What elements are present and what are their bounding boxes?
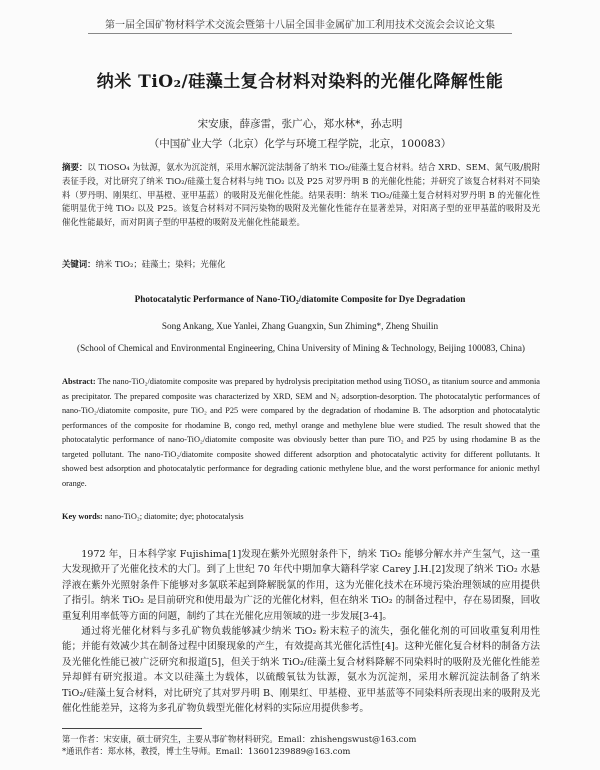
footnote xyxy=(62,733,540,757)
en-abstract-text: The nano-TiO₂/diatomite composite was prepared by hydrolysis precipitation method using TiOSO₄ as titanium source and ammonia as precipitator. The prepared composite was characterized by XRD, SEM and N₂ adsorption-desorption. The photocatalytic performances of nano-TiO₂/diatomite composite, pure TiO₂ and P25 were compared by the degradation of rhodamine B. The adsorption and photocatalytic performances of the composite for rhodamine B, congo red, methyl orange and methylene blue were studied. The result showed that the photocatalytic performance of nano-TiO₂/diatomite composite was obviously better than pure TiO₂ and P25 by using rhodamine B as the targeted pollutant. The nano-TiO₂/diatomite composite showed different adsorption and photocatalytic activity for different pollutants. It showed best adsorption and photocatalytic performance for degrading cationic methylene blue, and the worst performance for anionic methyl orange. xyxy=(62,377,540,488)
cn-affiliation: （中国矿业大学（北京）化学与环境工程学院，北京，100083） xyxy=(148,138,452,150)
cn-abstract-text: 以 TiOSO₄ 为钛源，氨水为沉淀剂，采用水解沉淀法制备了纳米 TiO₂/硅藻土复合材料。结合 XRD、SEM、氮气吸/脱附表征手段，对比研究了纳米 TiO₂/硅藻土复合材料与纯 TiO₂ 以及 P25 对罗丹明 B 的光催化性能；并研究了该复合材料对不同染料（罗丹明、刚果红、甲基橙、亚甲基蓝）的吸附及光催化性能。结果表明：纳米 TiO₂/硅藻土复合材料对罗丹明 B 的光催化性能明显优于纯 TiO₂ 以及 P25。该复合材料对不同污染物的吸附及光催化性能存在显著差异，对阳离子型的亚甲基蓝的吸附及光催化性能最好，而对阴离子型的甲基橙的吸附及光催化性能最差。 xyxy=(62,162,540,228)
en-title: Photocatalytic Performance of Nano-TiO₂/diatomite Composite for Dye Degradation xyxy=(134,294,466,304)
cn-keywords xyxy=(62,258,540,270)
body-text xyxy=(62,547,540,716)
en-authors: Song Ankang, Xue Yanlei, Zhang Guangxin, Sun Zhiming*, Zheng Shuilin xyxy=(161,321,439,331)
cn-title: 纳米 TiO₂/硅藻土复合材料对染料的光催化降解性能 xyxy=(96,72,504,92)
cn-keywords-label: 关键词： xyxy=(62,259,96,269)
cn-authors: 宋安康，薛彦雷，张广心，郑水林*，孙志明 xyxy=(197,118,403,130)
en-keywords-label: Key words: xyxy=(62,512,103,521)
footnote-rule xyxy=(62,728,202,729)
cn-abstract-label: 摘要： xyxy=(62,162,88,172)
en-abstract-label: Abstract: xyxy=(62,377,96,386)
footnote-corresponding-author: *通讯作者：郑水林，教授，博士生导师。Email：13601239889@163.com xyxy=(62,746,351,756)
en-abstract xyxy=(62,375,540,491)
running-header: 第一届全国矿物材料学术交流会暨第十八届全国非金属矿加工利用技术交流会会议论文集 xyxy=(105,20,495,31)
en-affiliation: (School of Chemical and Environmental Engineering, China University of Mining & Technology, Beijing 100083, China) xyxy=(77,343,525,353)
body-paragraph-2: 通过将光催化材料与多孔矿物负载能够减少纳米 TiO₂ 粉末粒子的流失，强化催化剂的可回收重复利用性能；并能有效减少其在制备过程中团聚现象的产生，有效提高其光催化活性[4]。这种光催化复合材料的制备方法及光催化性能已被广泛研究和报道[5]，但关于纳米 TiO₂/硅藻土复合材料降解不同染料时的吸附及光催化性能差异却鲜有研究报道。本文以硅藻土为载体，以硫酸氧钛为钛源，氨水为沉淀剂，采用水解沉淀法制备了纳米 TiO₂/硅藻土复合材料，对比研究了其对罗丹明 B、刚果红、甲基橙、亚甲基蓝等不同染料所表现出来的吸附及光催化性能差异，这将为多孔矿物负载型光催化材料的实际应用提供参考。 xyxy=(62,626,540,715)
cn-keywords-text: 纳米 TiO₂；硅藻土；染料；光催化 xyxy=(95,259,226,269)
en-keywords-text: nano-TiO₂; diatomite; dye; photocatalysis xyxy=(104,512,244,521)
body-paragraph-1: 1972 年，日本科学家 Fujishima[1]发现在紫外光照射条件下，纳米 TiO₂ 能够分解水并产生氢气，这一重大发现掀开了光催化技术的大门。到了上世纪 70 年代中期加拿大籍科学家 Carey J.H.[2]发现了纳米 TiO₂ 水悬浮液在紫外光照射条件下能够对多氯联苯起到降解脱氯的作用，这为光催化技术在环境污染治理领域的应用提供了指引。纳米 TiO₂ 是目前研究和使用最为广泛的光催化材料，但在纳米 TiO₂ 的制备过程中，存在易团聚，回收重复利用率低等方面的问题，制约了其在光催化应用领域的进一步发展[3-4]。 xyxy=(62,549,540,622)
header-rule xyxy=(88,33,512,34)
footnote-first-author: 第一作者：宋安康，硕士研究生，主要从事矿物材料研究。Email：zhishengswust@163.com xyxy=(62,734,417,744)
en-keywords xyxy=(62,512,540,521)
cn-abstract xyxy=(62,161,540,230)
